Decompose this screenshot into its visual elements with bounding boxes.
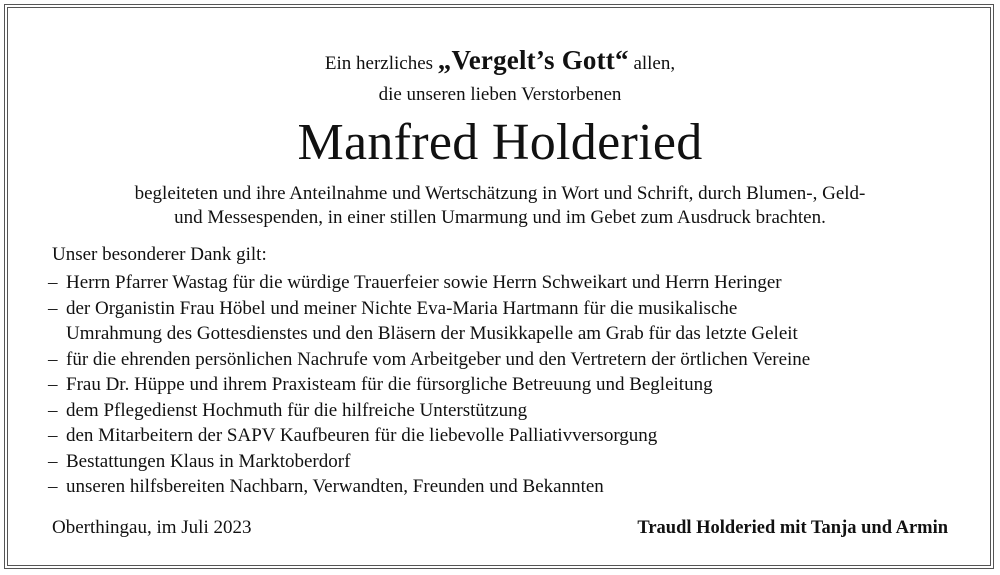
thanks-heading: Unser besonderer Dank gilt: bbox=[52, 244, 267, 265]
list-item-text: den Mitarbeitern der SAPV Kaufbeuren für die liebevolle Palliativversorgung bbox=[66, 425, 658, 446]
list-item bbox=[48, 296, 810, 347]
intro-highlight: „Vergelt’s Gott“ bbox=[437, 45, 629, 75]
thanks-list bbox=[48, 270, 810, 500]
list-item bbox=[48, 347, 810, 373]
list-item bbox=[48, 449, 810, 475]
dash-bullet: – bbox=[48, 425, 58, 446]
gratitude-paragraph bbox=[0, 182, 1000, 230]
list-item-text-cont: Umrahmung des Gottesdienstes und den Bläsern der Musikkapelle am Grab für das letzte Geleit bbox=[66, 323, 798, 344]
intro-line-1 bbox=[0, 40, 1000, 84]
signature: Traudl Holderied mit Tanja und Armin bbox=[637, 518, 948, 538]
list-item-text: Frau Dr. Hüppe und ihrem Praxisteam für die fürsorgliche Betreuung und Begleitung bbox=[66, 374, 713, 395]
list-item-text: Herrn Pfarrer Wastag für die würdige Trauerfeier sowie Herrn Schweikart und Herrn Heringer bbox=[66, 272, 782, 293]
paragraph-line-1: begleiteten und ihre Anteilnahme und Wertschätzung in Wort und Schrift, durch Blumen-, Geld- bbox=[134, 183, 866, 204]
dash-bullet: – bbox=[48, 297, 58, 319]
dash-bullet: – bbox=[48, 450, 58, 472]
deceased-name: Manfred Holderied bbox=[297, 114, 703, 171]
dash-bullet: – bbox=[48, 476, 58, 497]
list-item-text: der Organistin Frau Höbel und meiner Nichte Eva-Maria Hartmann für die musikalische bbox=[66, 297, 738, 319]
list-item bbox=[48, 372, 810, 398]
dash-bullet: – bbox=[48, 272, 58, 293]
dash-bullet: – bbox=[48, 348, 58, 370]
list-item-text: unseren hilfsbereiten Nachbarn, Verwandten, Freunden und Bekannten bbox=[66, 476, 604, 497]
list-item bbox=[48, 270, 810, 296]
intro-line-2: die unseren lieben Verstorbenen bbox=[378, 84, 622, 105]
paragraph-line-2: und Messespenden, in einer stillen Umarmung und im Gebet zum Ausdruck brachten. bbox=[174, 207, 826, 228]
dash-bullet: – bbox=[48, 399, 58, 421]
place-date: Oberthingau, im Juli 2023 bbox=[52, 517, 252, 538]
list-item-text: für die ehrenden persönlichen Nachrufe vom Arbeitgeber und den Vertretern der örtlichen Vereine bbox=[66, 348, 811, 370]
list-item bbox=[48, 398, 810, 424]
list-item bbox=[48, 423, 810, 449]
list-item-text: Bestattungen Klaus in Marktoberdorf bbox=[66, 450, 351, 472]
dash-bullet: – bbox=[48, 374, 58, 395]
list-item-text: dem Pflegedienst Hochmuth für die hilfreiche Unterstützung bbox=[66, 399, 528, 421]
list-item bbox=[48, 474, 810, 500]
intro-after: allen, bbox=[628, 53, 676, 74]
intro-before: Ein herzliches bbox=[324, 53, 438, 74]
